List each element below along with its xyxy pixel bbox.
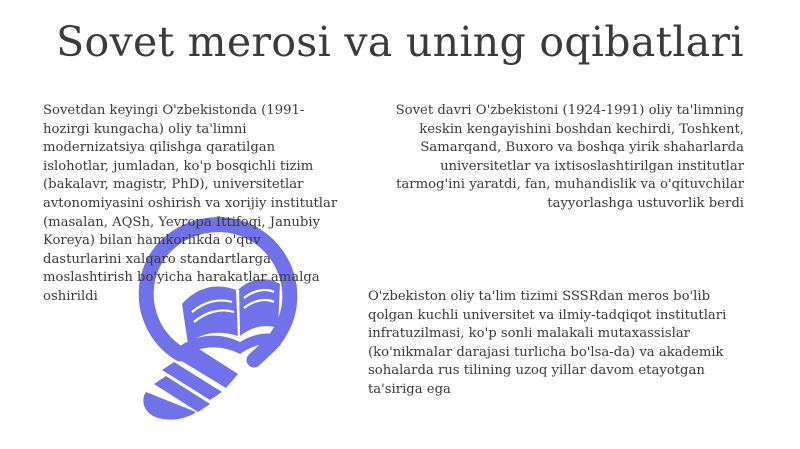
left-paragraph: Sovetdan keyingi O'zbekistonda (1991-hozirgi kungacha) oliy ta'limni modernizatsiya qilishga qaratilgan islohotlar, jumladan, ko'p bosqichli tizim (bakalavr, magistr, PhD), universitetlar avtonomiyasini oshirish va xorijiy institutlar (masalan, AQSh, Yevropa Ittifoqi, Janubiy Koreya) bilan hamkorlikda o'quv dasturlarini xalqaro standartlarga moslashtirish bo'yicha harakatlar amalga oshirildi — [43, 103, 338, 304]
right-bottom-paragraph: O'zbekiston oliy ta'lim tizimi SSSRdan meros bo'lib qolgan kuchli universitet va ilmiy-tadqiqot institutlari infratuzilmasi, ko'p sonli malakali mutaxassislar (ko'nikmalar darajasi turlicha bo'lsa-da) va akademik sohalarda rus tilining uzoq yillar davom etayotgan ta'siriga ega — [368, 289, 727, 397]
slide-title: Sovet merosi va uning oqibatlari — [56, 18, 744, 66]
right-top-paragraph: Sovet davri O'zbekistoni (1924-1991) oliy ta'limning keskin kengayishini boshdan kechirdi, Toshkent, Samarqand, Buxoro va boshqa yirik shaharlarda universitetlar va ixtisoslashtirilgan institutlar tarmog'ini yaratdi, fan, muhandislik va o'qituvchilar tayyorlashga ustuvorlik berdi — [395, 103, 744, 211]
